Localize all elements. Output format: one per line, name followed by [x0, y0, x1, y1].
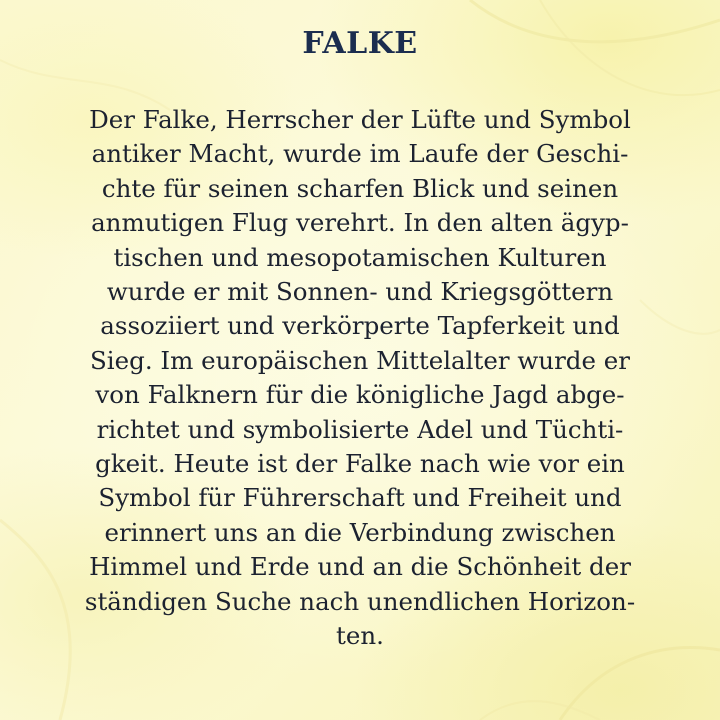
text-line: Der Falke, Herrscher der Lüfte und Symbol	[89, 105, 631, 134]
text-line: anmutigen Flug verehrt. In den alten ägyp-	[91, 208, 629, 238]
text-line: wurde er mit Sonnen- und Kriegsgöttern	[106, 277, 614, 307]
text-line: tischen und mesopotamischen Kulturen	[113, 242, 607, 272]
text-line: Himmel und Erde und an die Schönheit der	[89, 552, 631, 582]
text-line: erinnert uns an die Verbindung zwischen	[104, 517, 616, 547]
text-line: ten.	[336, 621, 384, 651]
text-line: gkeit. Heute ist der Falke nach wie vor ein	[95, 449, 625, 479]
text-line: assoziiert und verkörperte Tapferkeit und	[100, 311, 620, 341]
text-line: antiker Macht, wurde im Laufe der Geschi-	[91, 139, 629, 169]
text-line: ständigen Suche nach unendlichen Horizon-	[84, 586, 636, 616]
body-paragraph	[60, 103, 660, 654]
text-line: von Falknern für die königliche Jagd abge-	[95, 380, 625, 410]
text-line: Sieg. Im europäischen Mittelalter wurde er	[90, 345, 630, 375]
text-line: richtet und symbolisierte Adel und Tüchti-	[96, 414, 624, 444]
text-line: chte für seinen scharfen Blick und seinen	[101, 173, 619, 203]
page-title: FALKE	[302, 26, 418, 61]
text-line: Symbol für Führerschaft und Freiheit und	[98, 483, 622, 513]
